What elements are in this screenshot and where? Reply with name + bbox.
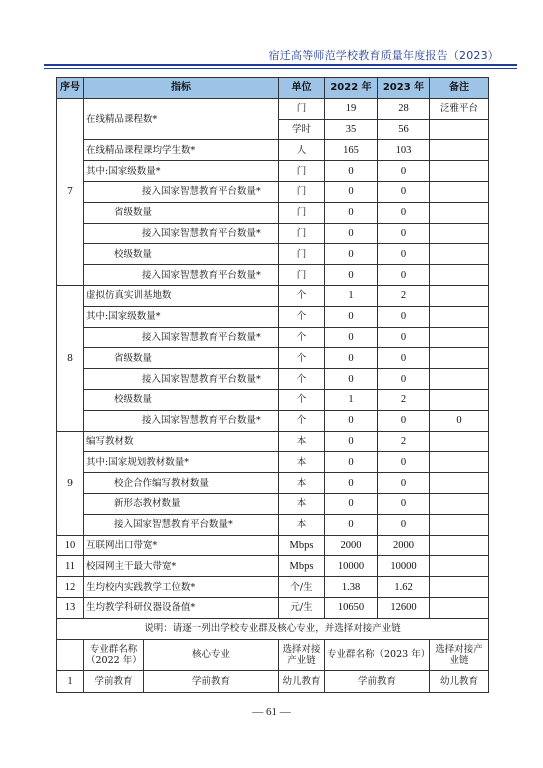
note-cell — [430, 223, 489, 244]
col-header-seq: 序号 — [57, 78, 84, 99]
unit-cell: 元/生 — [279, 597, 325, 618]
note-cell — [430, 493, 489, 514]
sub-header-chain-2023: 选择对接产业链 — [430, 639, 489, 670]
table-row — [57, 223, 489, 244]
chain-2023-cell: 幼儿教育 — [430, 670, 489, 692]
value-2023-cell: 0 — [378, 265, 430, 286]
value-2022-cell: 0 — [325, 348, 378, 369]
unit-cell: 门 — [279, 202, 325, 223]
indicator-cell: 接入国家智慧教育平台数量* — [84, 223, 279, 244]
group-2022-cell: 学前教育 — [84, 670, 144, 692]
value-2022-cell: 2000 — [325, 535, 378, 556]
table-row — [57, 161, 489, 182]
sub-header-group-2022: 专业群名称（2022 年） — [84, 639, 144, 670]
note-cell — [430, 285, 489, 306]
indicator-cell: 在线精品课程数* — [84, 98, 279, 140]
note-cell — [430, 535, 489, 556]
seq-cell: 13 — [57, 597, 84, 618]
note-cell — [430, 306, 489, 327]
note-cell — [430, 327, 489, 348]
unit-cell: 门 — [279, 223, 325, 244]
col-header-unit: 单位 — [279, 78, 325, 99]
value-2022-cell: 10000 — [325, 556, 378, 577]
value-2023-cell: 0 — [378, 181, 430, 202]
header-rule-thick — [44, 64, 517, 66]
indicator-cell: 生均教学科研仪器设备值* — [84, 597, 279, 618]
table-row — [57, 535, 489, 556]
unit-cell: 学时 — [279, 119, 325, 140]
unit-cell: 本 — [279, 493, 325, 514]
table-row — [57, 577, 489, 598]
value-2022-cell: 0 — [325, 202, 378, 223]
sub-data-row — [57, 670, 489, 692]
value-2023-cell: 0 — [378, 493, 430, 514]
unit-cell: 本 — [279, 514, 325, 535]
note-cell — [430, 369, 489, 390]
indicator-cell: 其中:国家级数量* — [84, 161, 279, 182]
table-row — [57, 285, 489, 306]
value-2022-cell: 0 — [325, 306, 378, 327]
value-2022-cell: 0 — [325, 161, 378, 182]
sub-seq-cell: 1 — [57, 670, 84, 692]
table-row — [57, 348, 489, 369]
value-2023-cell: 0 — [378, 514, 430, 535]
sub-header-row — [57, 639, 489, 670]
value-2023-cell: 0 — [378, 202, 430, 223]
unit-cell: 门 — [279, 265, 325, 286]
unit-cell: 个 — [279, 369, 325, 390]
value-2023-cell: 103 — [378, 140, 430, 161]
indicator-cell: 虚拟仿真实训基地数 — [84, 285, 279, 306]
note-cell — [430, 556, 489, 577]
unit-cell: 门 — [279, 98, 325, 119]
value-2022-cell: 0 — [325, 181, 378, 202]
value-2023-cell: 28 — [378, 98, 430, 119]
group-2023-cell: 学前教育 — [325, 670, 430, 692]
explanation-note: 说明：请逐一列出学校专业群及核心专业，并选择对接产业链 — [57, 618, 489, 639]
indicator-cell: 接入国家智慧教育平台数量* — [84, 369, 279, 390]
note-cell: 泛雅平台 — [430, 98, 489, 119]
indicator-cell: 其中:国家级数量* — [84, 306, 279, 327]
table-row — [57, 556, 489, 577]
value-2022-cell: 0 — [325, 223, 378, 244]
indicator-cell: 生均校内实践教学工位数* — [84, 577, 279, 598]
report-header-title: 宿迁高等师范学校教育质量年度报告（2023） — [268, 49, 499, 62]
indicator-cell: 省级数量 — [84, 348, 279, 369]
indicator-cell: 接入国家智慧教育平台数量* — [84, 181, 279, 202]
col-header-2022: 2022 年 — [325, 78, 378, 99]
table-row — [57, 327, 489, 348]
indicator-cell: 接入国家智慧教育平台数量* — [84, 514, 279, 535]
unit-cell: 个 — [279, 327, 325, 348]
table-row — [57, 514, 489, 535]
value-2022-cell: 19 — [325, 98, 378, 119]
table-row — [57, 493, 489, 514]
unit-cell: 个 — [279, 348, 325, 369]
note-cell — [430, 265, 489, 286]
value-2023-cell: 0 — [378, 348, 430, 369]
value-2023-cell: 12600 — [378, 597, 430, 618]
value-2022-cell: 0 — [325, 514, 378, 535]
table-row — [57, 452, 489, 473]
unit-cell: 本 — [279, 473, 325, 494]
indicator-cell: 编写教材数 — [84, 431, 279, 452]
core-2022-cell: 学前教育 — [144, 670, 279, 692]
unit-cell: 个 — [279, 285, 325, 306]
seq-cell: 10 — [57, 535, 84, 556]
value-2022-cell: 0 — [325, 473, 378, 494]
value-2022-cell: 165 — [325, 140, 378, 161]
unit-cell: 个 — [279, 389, 325, 410]
value-2023-cell: 10000 — [378, 556, 430, 577]
unit-cell: 门 — [279, 181, 325, 202]
note-cell — [430, 161, 489, 182]
table-row — [57, 202, 489, 223]
unit-cell: 本 — [279, 452, 325, 473]
note-cell — [430, 348, 489, 369]
table-row — [57, 306, 489, 327]
table-row — [57, 431, 489, 452]
note-cell — [430, 140, 489, 161]
indicator-cell: 校级数量 — [84, 244, 279, 265]
value-2023-cell: 0 — [378, 306, 430, 327]
note-cell — [430, 452, 489, 473]
value-2022-cell: 0 — [325, 452, 378, 473]
indicator-cell: 接入国家智慧教育平台数量* — [84, 265, 279, 286]
header-rule-thin — [44, 68, 517, 69]
table-row — [57, 389, 489, 410]
value-2023-cell: 1.62 — [378, 577, 430, 598]
unit-cell: 门 — [279, 161, 325, 182]
table-row — [57, 473, 489, 494]
value-2023-cell: 0 — [378, 161, 430, 182]
note-cell — [430, 431, 489, 452]
note-cell — [430, 473, 489, 494]
table-row — [57, 597, 489, 618]
value-2022-cell: 0 — [325, 410, 378, 431]
value-2022-cell: 0 — [325, 244, 378, 265]
table-row — [57, 244, 489, 265]
value-2023-cell: 0 — [378, 473, 430, 494]
sub-seq-cell — [57, 639, 84, 670]
indicator-cell: 新形态教材数量 — [84, 493, 279, 514]
value-2022-cell: 0 — [325, 265, 378, 286]
value-2023-cell: 0 — [378, 244, 430, 265]
value-2023-cell: 0 — [378, 369, 430, 390]
value-2022-cell: 10650 — [325, 597, 378, 618]
table-row — [57, 140, 489, 161]
note-cell — [430, 577, 489, 598]
indicator-cell: 省级数量 — [84, 202, 279, 223]
value-2022-cell: 0 — [325, 369, 378, 390]
note-cell — [430, 181, 489, 202]
seq-cell: 11 — [57, 556, 84, 577]
unit-cell: 门 — [279, 244, 325, 265]
value-2023-cell: 0 — [378, 410, 430, 431]
seq-cell: 8 — [57, 285, 84, 431]
col-header-indicator: 指标 — [84, 78, 279, 99]
table-header-row — [57, 78, 489, 99]
col-header-2023: 2023 年 — [378, 78, 430, 99]
sub-header-core-2022: 核心专业 — [144, 639, 279, 670]
col-header-note: 备注 — [430, 78, 489, 99]
value-2023-cell: 0 — [378, 327, 430, 348]
unit-cell: 个/生 — [279, 577, 325, 598]
chain-2022-cell: 幼儿教育 — [279, 670, 325, 692]
note-cell — [430, 597, 489, 618]
note-cell — [430, 119, 489, 140]
value-2022-cell: 0 — [325, 493, 378, 514]
note-cell — [430, 244, 489, 265]
indicator-table — [56, 77, 489, 693]
sub-header-chain-2022: 选择对接产业链 — [279, 639, 325, 670]
seq-cell: 7 — [57, 98, 84, 285]
table-row — [57, 181, 489, 202]
unit-cell: Mbps — [279, 556, 325, 577]
seq-cell: 12 — [57, 577, 84, 598]
indicator-cell: 互联网出口带宽* — [84, 535, 279, 556]
indicator-cell: 校级数量 — [84, 389, 279, 410]
table-row — [57, 265, 489, 286]
value-2022-cell: 1 — [325, 285, 378, 306]
indicator-cell: 在线精品课程课均学生数* — [84, 140, 279, 161]
indicator-cell: 校企合作编写教材数量 — [84, 473, 279, 494]
indicator-cell: 接入国家智慧教育平台数量* — [84, 327, 279, 348]
value-2022-cell: 35 — [325, 119, 378, 140]
unit-cell: 本 — [279, 431, 325, 452]
value-2022-cell: 0 — [325, 327, 378, 348]
unit-cell: 个 — [279, 306, 325, 327]
seq-cell: 9 — [57, 431, 84, 535]
value-2022-cell: 1.38 — [325, 577, 378, 598]
indicator-cell: 校园网主干最大带宽* — [84, 556, 279, 577]
note-cell: 0 — [430, 410, 489, 431]
page-number: — 61 — — [252, 706, 291, 718]
value-2023-cell: 0 — [378, 452, 430, 473]
sub-header-group-2023: 专业群名称（2023 年） — [325, 639, 430, 670]
note-cell — [430, 514, 489, 535]
value-2022-cell: 0 — [325, 431, 378, 452]
note-cell — [430, 389, 489, 410]
value-2023-cell: 2 — [378, 285, 430, 306]
unit-cell: Mbps — [279, 535, 325, 556]
note-cell — [430, 202, 489, 223]
value-2023-cell: 2000 — [378, 535, 430, 556]
unit-cell: 人 — [279, 140, 325, 161]
unit-cell: 个 — [279, 410, 325, 431]
table-row — [57, 369, 489, 390]
indicator-cell: 其中:国家规划教材数量* — [84, 452, 279, 473]
value-2022-cell: 1 — [325, 389, 378, 410]
indicator-cell: 接入国家智慧教育平台数量* — [84, 410, 279, 431]
table-row — [57, 410, 489, 431]
value-2023-cell: 0 — [378, 223, 430, 244]
table-row — [57, 98, 489, 119]
value-2023-cell: 56 — [378, 119, 430, 140]
note-row — [57, 618, 489, 639]
value-2023-cell: 2 — [378, 431, 430, 452]
value-2023-cell: 2 — [378, 389, 430, 410]
